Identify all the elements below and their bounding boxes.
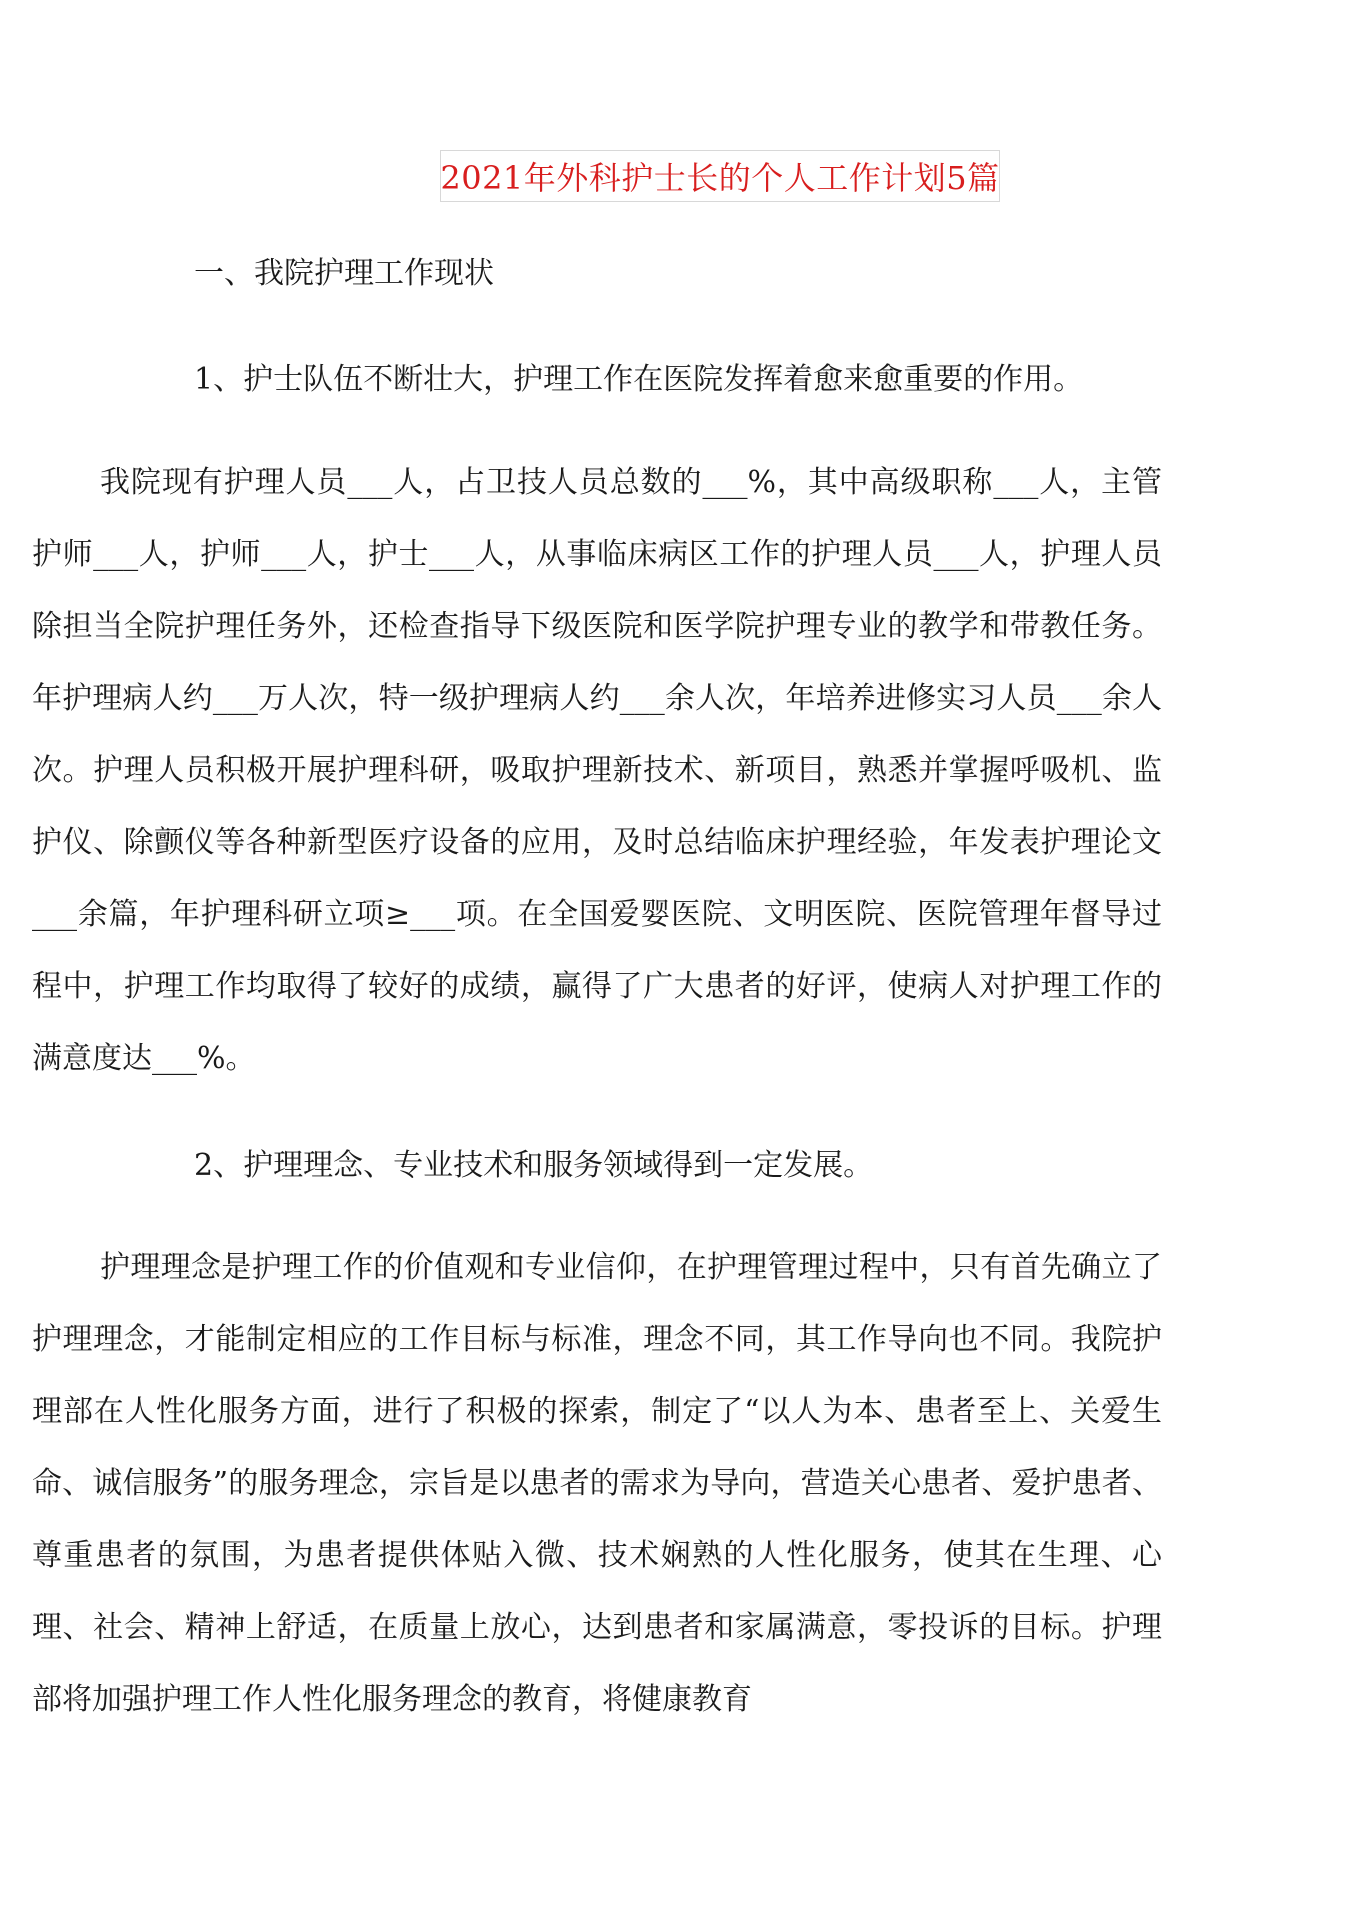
paragraph-2: 护理理念是护理工作的价值观和专业信仰，在护理管理过程中，只有首先确立了护理理念，才能制定相应的工作目标与标准，理念不同，其工作导向也不同。我院护理部在人性化服务方面，进行了积极的探索，制定了“以人为本、患者至上、关爱生命、诚信服务”的服务理念，宗旨是以患者的需求为导向，营造关心患者、爱护患者、尊重患者的氛围，为患者提供体贴入微、技术娴熟的人性化服务，使其在生理、心理、社会、精神上舒适，在质量上放心，达到患者和家属满意，零投诉的目标。护理部将加强护理工作人性化服务理念的教育，将健康教育 <box>32 1250 1162 1717</box>
paragraph-1: 我院现有护理人员___人，占卫技人员总数的___%，其中高级职称___人，主管护师___人，护师___人，护士___人，从事临床病区工作的护理人员___人，护理人员除担当全院护理任务外，还检查指导下级医院和医学院护理专业的教学和带教任务。年护理病人约___万人次，特一级护理病人约___余人次，年培养进修实习人员___余人次。护理人员积极开展护理科研，吸取护理新技术、新项目，熟悉并掌握呼吸机、监护仪、除颤仪等各种新型医疗设备的应用，及时总结临床护理经验，年发表护理论文___余篇，年护理科研立项≥___项。在全国爱婴医院、文明医院、医院管理年督导过程中，护理工作均取得了较好的成绩，赢得了广大患者的好评，使病人对护理工作的满意度达___%。 <box>32 465 1162 1076</box>
subheading-2: 2、护理理念、专业技术和服务领域得到一定发展。 <box>194 1148 874 1183</box>
section-heading: 一、我院护理工作现状 <box>194 256 494 291</box>
document-title: 2021年外科护士长的个人工作计划5篇 <box>440 159 1000 197</box>
title-box <box>440 150 1000 202</box>
subheading-1: 1、护士队伍不断壮大，护理工作在医院发挥着愈来愈重要的作用。 <box>194 362 1084 397</box>
